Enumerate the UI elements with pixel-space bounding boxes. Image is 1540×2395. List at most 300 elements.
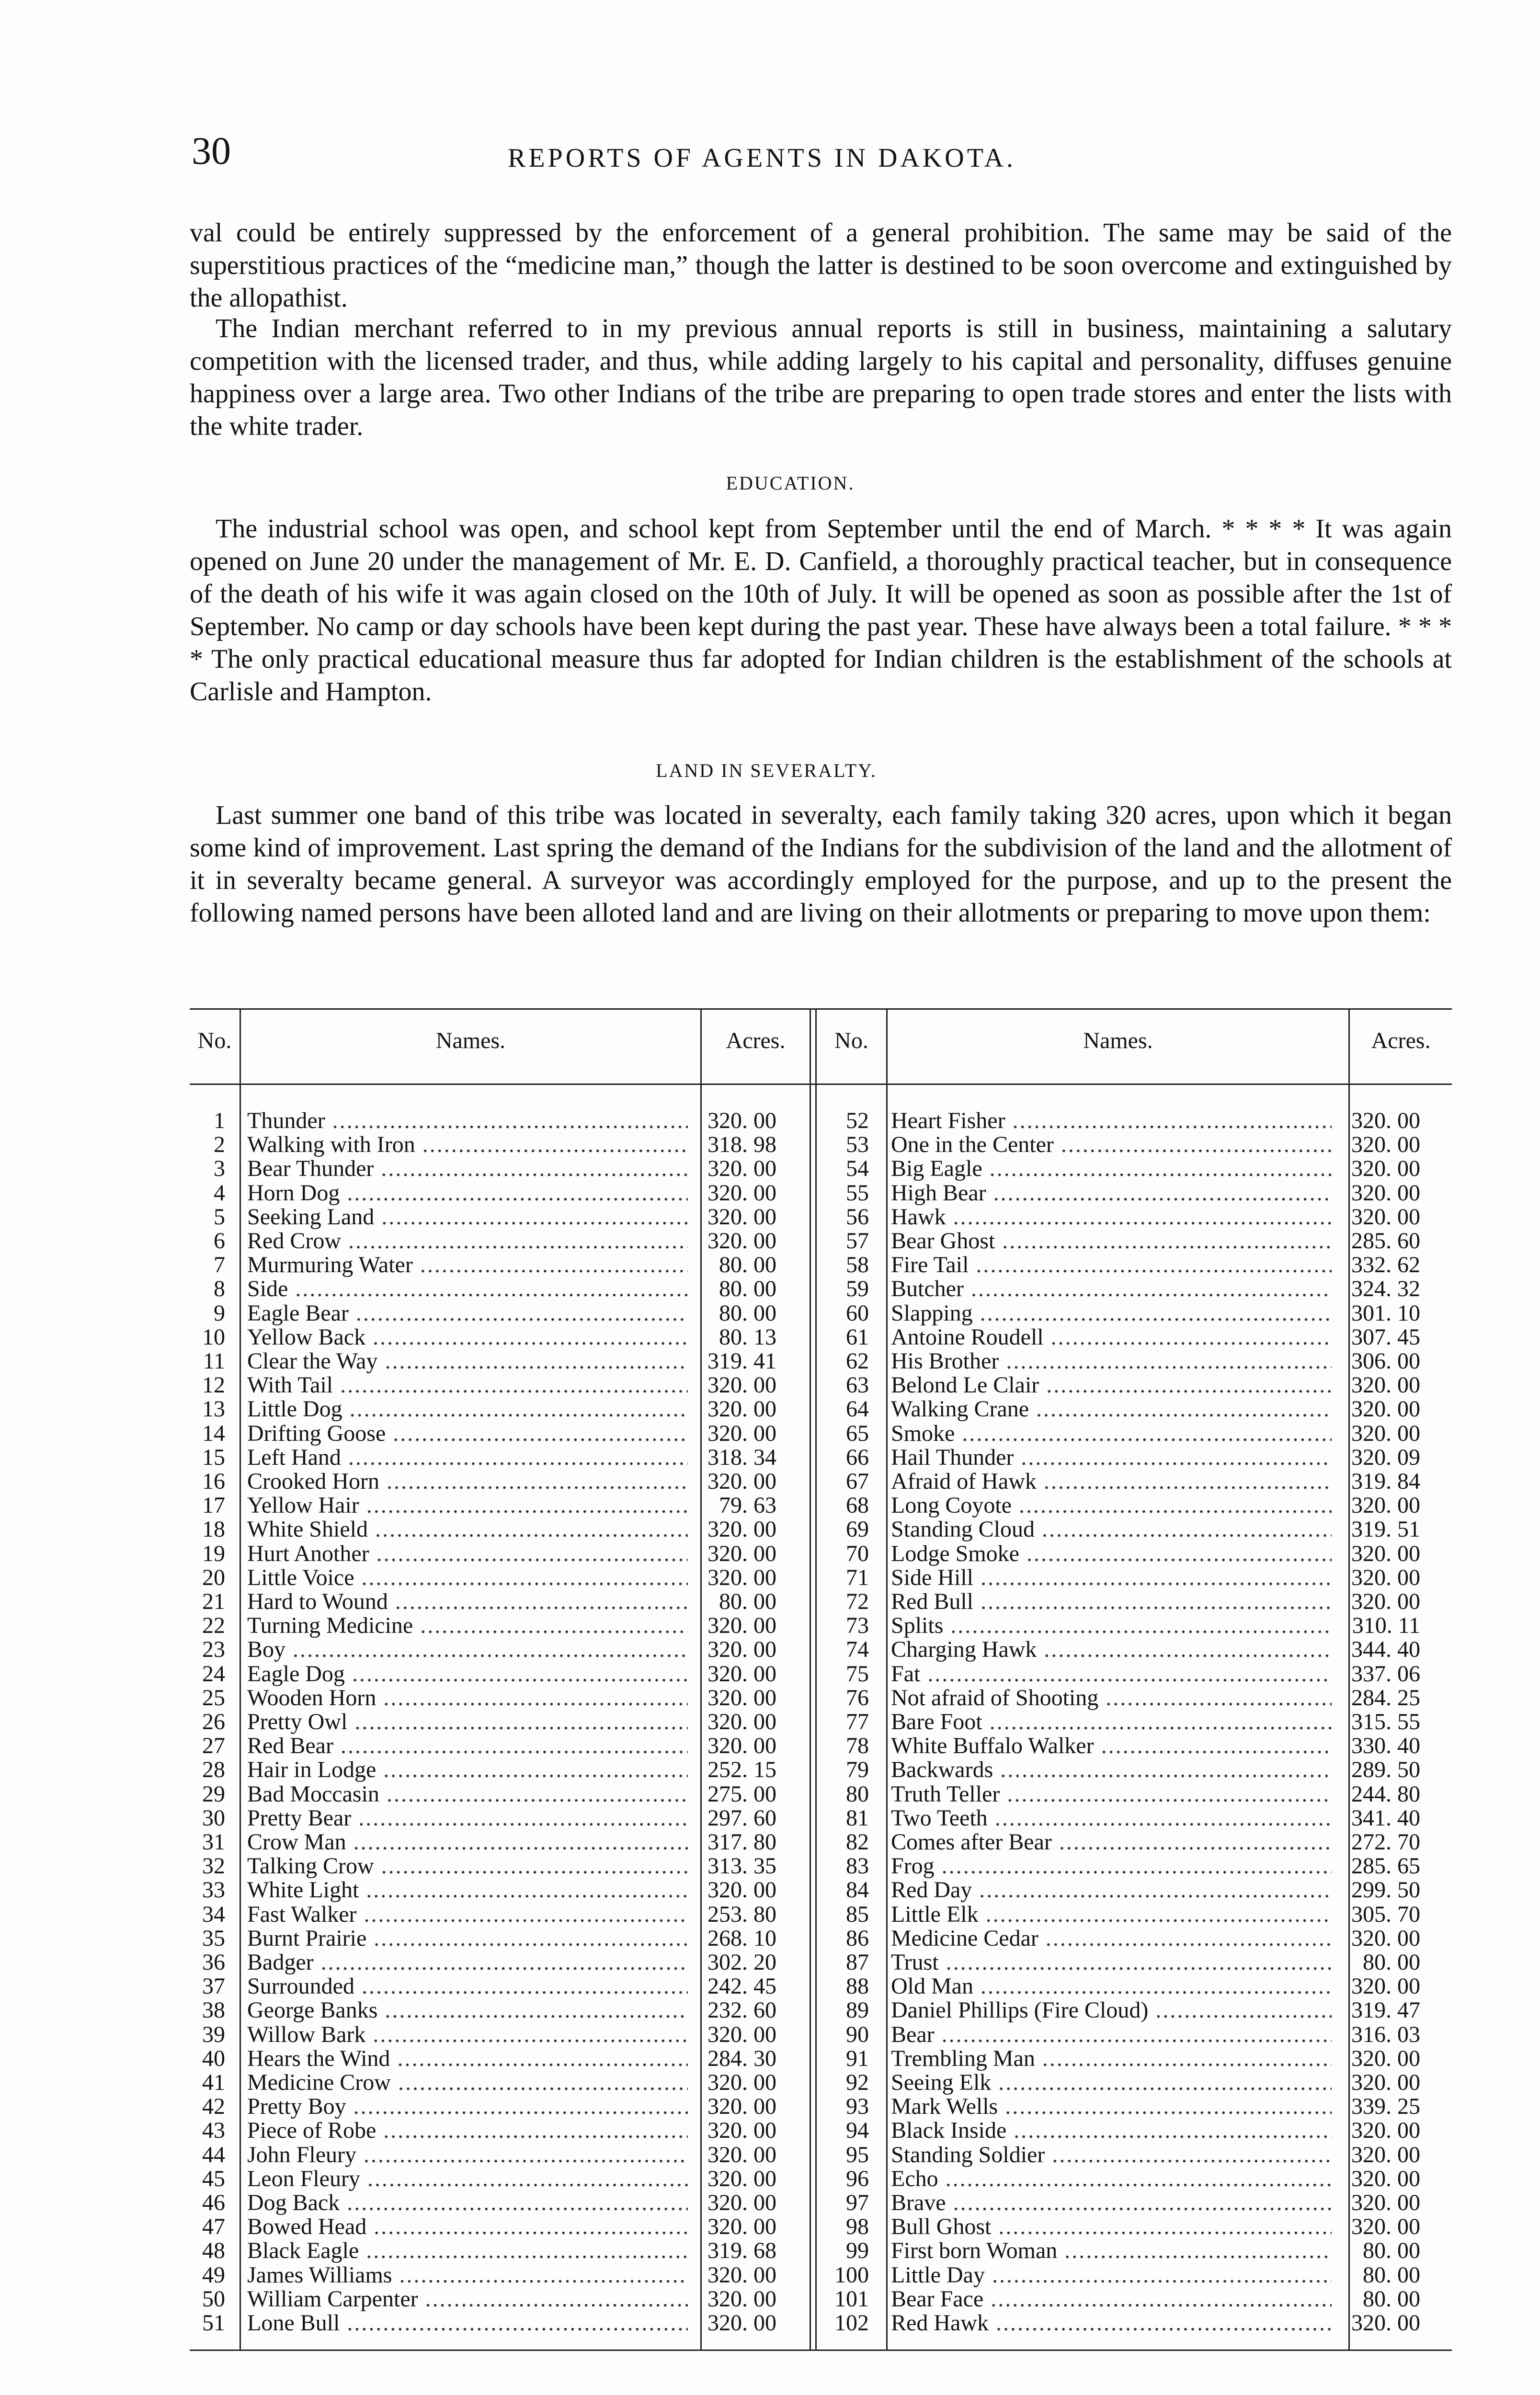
row-number: 47 (202, 2214, 225, 2240)
name-cell: Medicine Crow ..... (247, 2071, 688, 2095)
name-cell: Walking Crane ..... (891, 1397, 1332, 1421)
acres-cell: 344. 40 (1351, 1637, 1420, 1663)
table-row (190, 1686, 812, 1710)
name-cell: Little Elk ..... (891, 1903, 1332, 1927)
table-row (190, 2167, 812, 2191)
name-cell: Echo ..... (891, 2167, 1332, 2191)
acres-cell: 339. 25 (1351, 2094, 1420, 2120)
acres-cell: 320. 00 (707, 2262, 776, 2288)
name-cell: High Bear ..... (891, 1181, 1332, 1205)
row-number: 17 (202, 1493, 225, 1518)
acres-cell: 320. 00 (707, 1685, 776, 1711)
acres-cell: 320. 00 (1351, 1493, 1420, 1518)
acres-cell: 320. 00 (707, 2094, 776, 2120)
acres-cell: 320. 00 (707, 1396, 776, 1422)
name-cell: Talking Crow ..... (247, 1854, 688, 1878)
row-number: 69 (846, 1517, 869, 1542)
name-cell: Truth Teller ..... (891, 1782, 1332, 1806)
acres-cell: 320. 00 (1351, 1973, 1420, 1999)
acres-cell: 284. 25 (1351, 1685, 1420, 1711)
header-names-left: Names. (435, 1028, 506, 1053)
acres-cell: 320. 00 (707, 1733, 776, 1759)
acres-cell: 320. 00 (1351, 1180, 1420, 1206)
table-row (833, 2215, 1456, 2239)
table-row (833, 1998, 1456, 2022)
acres-cell: 320. 00 (707, 1613, 776, 1639)
name-cell: White Buffalo Walker ..... (891, 1734, 1332, 1758)
name-cell: Two Teeth ..... (891, 1806, 1332, 1830)
acres-cell: 320. 00 (1351, 2214, 1420, 2240)
row-number: 1 (214, 1108, 225, 1133)
table-row (833, 1517, 1456, 1541)
row-number: 61 (846, 1324, 869, 1350)
name-cell: First born Woman ..... (891, 2239, 1332, 2263)
paragraph-education (190, 513, 1452, 708)
name-cell: Fat ..... (891, 1662, 1332, 1686)
name-cell: Red Bear ..... (247, 1734, 688, 1758)
name-cell: Bowed Head ..... (247, 2215, 688, 2239)
row-number: 76 (846, 1685, 869, 1711)
name-cell: Boy ..... (247, 1638, 688, 1662)
name-cell: Hair in Lodge ..... (247, 1758, 688, 1782)
row-number: 43 (202, 2118, 225, 2144)
table-row (833, 2047, 1456, 2071)
name-cell: Crow Man ..... (247, 1830, 688, 1854)
row-number: 51 (202, 2310, 225, 2336)
table-row (833, 1734, 1456, 1758)
acres-cell: 320. 00 (707, 1180, 776, 1206)
row-number: 97 (846, 2190, 869, 2215)
name-cell: Slapping ..... (891, 1301, 1332, 1325)
row-number: 41 (202, 2070, 225, 2095)
row-number: 42 (202, 2094, 225, 2120)
table-row (190, 1349, 812, 1373)
name-cell: Red Crow ..... (247, 1229, 688, 1253)
table-row (190, 1542, 812, 1566)
acres-cell: 307. 45 (1351, 1324, 1420, 1350)
acres-cell: 297. 60 (707, 1805, 776, 1831)
acres-cell: 252. 15 (707, 1757, 776, 1783)
name-cell: Pretty Boy ..... (247, 2095, 688, 2119)
row-number: 55 (846, 1180, 869, 1206)
name-cell: Drifting Goose ..... (247, 1422, 688, 1446)
row-number: 15 (202, 1444, 225, 1470)
table-row (190, 1830, 812, 1854)
name-cell: White Shield ..... (247, 1517, 688, 1541)
row-number: 62 (846, 1348, 869, 1374)
name-cell: Bull Ghost ..... (891, 2215, 1332, 2239)
paragraph-land (190, 799, 1452, 929)
table-row (190, 2287, 812, 2311)
acres-cell: 319. 68 (707, 2238, 776, 2264)
table-row (190, 1517, 812, 1541)
name-cell: Crooked Horn ..... (247, 1470, 688, 1494)
table-row (190, 1782, 812, 1806)
acres-cell: 320. 00 (707, 2118, 776, 2144)
table-row (190, 2263, 812, 2287)
acres-cell: 320. 00 (1351, 1420, 1420, 1446)
table-row (190, 1277, 812, 1301)
row-number: 74 (846, 1637, 869, 1663)
row-number: 81 (846, 1805, 869, 1831)
table-row (190, 1878, 812, 1902)
name-cell: Charging Hawk ..... (891, 1638, 1332, 1662)
table-row (190, 1566, 812, 1590)
table-row (190, 1157, 812, 1181)
name-cell: Hears the Wind ..... (247, 2047, 688, 2071)
acres-cell: 320. 00 (707, 1877, 776, 1903)
acres-cell: 301. 10 (1351, 1300, 1420, 1326)
table-row (190, 2191, 812, 2215)
table-row (833, 1638, 1456, 1662)
row-number: 12 (202, 1372, 225, 1398)
acres-cell: 320. 00 (1351, 2070, 1420, 2095)
row-number: 38 (202, 1997, 225, 2023)
acres-cell: 316. 03 (1351, 2021, 1420, 2047)
row-number: 71 (846, 1564, 869, 1590)
table-rows-left (190, 1109, 812, 2345)
acres-cell: 80. 00 (719, 1589, 776, 1614)
table-row (190, 1470, 812, 1494)
table-row (833, 2239, 1456, 2263)
acres-cell: 80. 00 (1363, 1950, 1420, 1975)
name-cell: Bad Moccasin ..... (247, 1782, 688, 1806)
acres-cell: 320. 00 (707, 2214, 776, 2240)
name-cell: Piece of Robe ..... (247, 2119, 688, 2143)
row-number: 10 (202, 1324, 225, 1350)
row-number: 18 (202, 1517, 225, 1542)
row-number: 57 (846, 1228, 869, 1254)
table-row (833, 1927, 1456, 1950)
acres-cell: 80. 00 (1363, 2238, 1420, 2264)
header-names-right: Names. (1083, 1028, 1153, 1053)
table-row (190, 1325, 812, 1349)
table-top-rule (190, 1008, 1452, 1010)
name-cell: John Fleury ..... (247, 2143, 688, 2167)
row-number: 78 (846, 1733, 869, 1759)
table-row (190, 1614, 812, 1638)
table-row (833, 1470, 1456, 1494)
row-number: 90 (846, 2021, 869, 2047)
table-row (833, 1133, 1456, 1157)
acres-cell: 320. 00 (707, 1637, 776, 1663)
row-number: 99 (846, 2238, 869, 2264)
row-number: 59 (846, 1276, 869, 1302)
acres-cell: 315. 55 (1351, 1709, 1420, 1734)
name-cell: Mark Wells ..... (891, 2095, 1332, 2119)
table-row (190, 1710, 812, 1734)
name-cell: Thunder ..... (247, 1109, 688, 1133)
row-number: 22 (202, 1613, 225, 1639)
acres-cell: 320. 00 (707, 2021, 776, 2047)
row-number: 34 (202, 1901, 225, 1927)
table-row (833, 1806, 1456, 1830)
name-cell: Long Coyote ..... (891, 1494, 1332, 1517)
name-cell: Hard to Wound ..... (247, 1590, 688, 1614)
table-row (190, 2143, 812, 2167)
name-cell: Splits ..... (891, 1614, 1332, 1638)
row-number: 67 (846, 1469, 869, 1494)
row-number: 11 (203, 1348, 225, 1374)
header-no-left: No. (197, 1028, 232, 1053)
row-number: 60 (846, 1300, 869, 1326)
row-number: 29 (202, 1781, 225, 1807)
name-cell: Backwards ..... (891, 1758, 1332, 1782)
name-cell: Lone Bull ..... (247, 2311, 688, 2335)
table-row (833, 1974, 1456, 1998)
acres-cell: 79. 63 (719, 1493, 776, 1518)
row-number: 23 (202, 1637, 225, 1663)
acres-cell: 320. 00 (1351, 1396, 1420, 1422)
row-number: 86 (846, 1925, 869, 1951)
name-cell: Side ..... (247, 1277, 688, 1301)
row-number: 98 (846, 2214, 869, 2240)
name-cell: Left Hand ..... (247, 1446, 688, 1470)
row-number: 58 (846, 1252, 869, 1278)
row-number: 8 (214, 1276, 225, 1302)
land-heading: LAND IN SEVERALTY. (656, 760, 877, 781)
name-cell: Brave ..... (891, 2191, 1332, 2215)
row-number: 63 (846, 1372, 869, 1398)
row-number: 3 (214, 1156, 225, 1182)
acres-cell: 320. 00 (707, 1156, 776, 1182)
acres-cell: 320. 00 (707, 1420, 776, 1446)
row-number: 26 (202, 1709, 225, 1734)
table-row (190, 2023, 812, 2047)
acres-cell: 320. 00 (707, 1517, 776, 1542)
name-cell: Little Voice ..... (247, 1566, 688, 1590)
table-row (833, 1950, 1456, 1974)
row-number: 27 (202, 1733, 225, 1759)
table-row (833, 1397, 1456, 1421)
name-cell: Fire Tail ..... (891, 1253, 1332, 1277)
table-row (833, 2287, 1456, 2311)
name-cell: Hurt Another ..... (247, 1542, 688, 1566)
acres-cell: 317. 80 (707, 1829, 776, 1855)
table-row (833, 1205, 1456, 1229)
table-row (190, 2239, 812, 2263)
acres-cell: 80. 00 (1363, 2286, 1420, 2312)
table-row (190, 1854, 812, 1878)
row-number: 95 (846, 2142, 869, 2167)
table-row (190, 1397, 812, 1421)
acres-cell: 299. 50 (1351, 1877, 1420, 1903)
row-number: 20 (202, 1564, 225, 1590)
row-number: 56 (846, 1204, 869, 1230)
row-number: 66 (846, 1444, 869, 1470)
acres-cell: 268. 10 (707, 1925, 776, 1951)
name-cell: Trembling Man ..... (891, 2047, 1332, 2071)
name-cell: Yellow Back ..... (247, 1325, 688, 1349)
table-row (833, 1566, 1456, 1590)
table-row (833, 1157, 1456, 1181)
acres-cell: 320. 00 (707, 2070, 776, 2095)
row-number: 53 (846, 1132, 869, 1158)
table-row (833, 1710, 1456, 1734)
table-row (190, 1950, 812, 1974)
row-number: 79 (846, 1757, 869, 1783)
name-cell: Not afraid of Shooting ..... (891, 1686, 1332, 1710)
table-row (190, 1903, 812, 1927)
acres-cell: 319. 41 (707, 1348, 776, 1374)
acres-cell: 320. 00 (1351, 1132, 1420, 1158)
row-number: 6 (214, 1228, 225, 1254)
row-number: 93 (846, 2094, 869, 2120)
acres-cell: 253. 80 (707, 1901, 776, 1927)
row-number: 82 (846, 1829, 869, 1855)
acres-cell: 320. 00 (1351, 1156, 1420, 1182)
table-row (190, 2047, 812, 2071)
acres-cell: 302. 20 (707, 1950, 776, 1975)
table-row (833, 1614, 1456, 1638)
acres-cell: 319. 51 (1351, 1517, 1420, 1542)
row-number: 35 (202, 1925, 225, 1951)
row-number: 39 (202, 2021, 225, 2047)
acres-cell: 320. 00 (707, 1540, 776, 1566)
acres-cell: 330. 40 (1351, 1733, 1420, 1759)
acres-cell: 324. 32 (1351, 1276, 1420, 1302)
table-row (190, 1590, 812, 1614)
name-cell: Little Dog ..... (247, 1397, 688, 1421)
name-cell: Hail Thunder ..... (891, 1446, 1332, 1470)
table-row (833, 2263, 1456, 2287)
acres-cell: 80. 00 (719, 1300, 776, 1326)
name-cell: Frog ..... (891, 1854, 1332, 1878)
acres-cell: 320. 00 (1351, 2118, 1420, 2144)
acres-cell: 320. 00 (1351, 2166, 1420, 2191)
acres-cell: 320. 00 (1351, 1204, 1420, 1230)
table-row (190, 1253, 812, 1277)
table-row (833, 2167, 1456, 2191)
acres-cell: 275. 00 (707, 1781, 776, 1807)
table-row (833, 2095, 1456, 2119)
name-cell: Antoine Roudell ..... (891, 1325, 1332, 1349)
acres-cell: 320. 09 (1351, 1444, 1420, 1470)
name-cell: Old Man ..... (891, 1974, 1332, 1998)
acres-cell: 320. 00 (707, 1661, 776, 1687)
row-number: 80 (846, 1781, 869, 1807)
table-row (833, 1109, 1456, 1133)
acres-cell: 332. 62 (1351, 1252, 1420, 1278)
acres-cell: 285. 65 (1351, 1853, 1420, 1879)
page-number: 30 (192, 129, 231, 172)
name-cell: Red Hawk ..... (891, 2311, 1332, 2335)
acres-cell: 289. 50 (1351, 1757, 1420, 1783)
name-cell: Pretty Owl ..... (247, 1710, 688, 1734)
name-cell: James Williams ..... (247, 2263, 688, 2287)
row-number: 2 (214, 1132, 225, 1158)
acres-cell: 232. 60 (707, 1997, 776, 2023)
table-row (190, 1806, 812, 1830)
paragraph-text: The industrial school was open, and school kept from September until the end of March. * * * * It was again opened on June 20 under the management of Mr. E. D. Canfield, a thoroughly practical teacher, but in consequence of the death of his wife it was again closed on the 10th of July. It will be opened as soon as possible after the 1st of September. No camp or day schools have been kept during the past year. These have always been a total failure. * * * * The only practical educational measure thus far adopted for Indian children is the establishment of the schools at Carlisle and Hampton. (190, 514, 1452, 707)
name-cell: Bear Thunder ..... (247, 1157, 688, 1181)
acres-cell: 80. 00 (719, 1252, 776, 1278)
acres-cell: 320. 00 (1351, 1925, 1420, 1951)
table-row (833, 1662, 1456, 1686)
table-row (833, 2023, 1456, 2047)
row-number: 4 (214, 1180, 225, 1206)
name-cell: His Brother ..... (891, 1349, 1332, 1373)
row-number: 31 (202, 1829, 225, 1855)
row-number: 21 (202, 1589, 225, 1614)
paragraph-text: The Indian merchant referred to in my previous annual reports is still in business, maintaining a salutary competition with the licensed trader, and thus, while adding largely to his capital and personality, diffuses genuine happiness over a large area. Two other Indians of the tribe are preparing to open trade stores and enter the lists with the white trader. (190, 314, 1452, 441)
acres-cell: 320. 00 (707, 2142, 776, 2167)
table-row (833, 1542, 1456, 1566)
acres-cell: 320. 00 (707, 1469, 776, 1494)
acres-cell: 320. 00 (707, 2190, 776, 2215)
row-number: 75 (846, 1661, 869, 1687)
row-number: 54 (846, 1156, 869, 1182)
row-number: 77 (846, 1709, 869, 1734)
name-cell: Wooden Horn ..... (247, 1686, 688, 1710)
acres-cell: 244. 80 (1351, 1781, 1420, 1807)
table-row (190, 1758, 812, 1782)
name-cell: Badger ..... (247, 1950, 688, 1974)
table-row (833, 1253, 1456, 1277)
table-row (833, 1349, 1456, 1373)
row-number: 92 (846, 2070, 869, 2095)
header-acres-right: Acres. (1371, 1028, 1431, 1053)
paragraph-text: Last summer one band of this tribe was located in severalty, each family taking 320 acres, upon which it began some kind of improvement. Last spring the demand of the Indians for the subdivision of the land and the allotment of it in severalty became general. A surveyor was accordingly employed for the purpose, and up to the present the following named persons have been alloted land and are living on their allotments or preparing to move upon them: (190, 800, 1452, 928)
name-cell: Black Inside ..... (891, 2119, 1332, 2143)
acres-cell: 320. 00 (1351, 1108, 1420, 1133)
acres-cell: 80. 13 (719, 1324, 776, 1350)
row-number: 68 (846, 1493, 869, 1518)
name-cell: Bear Face ..... (891, 2287, 1332, 2311)
table-row (190, 1181, 812, 1205)
table-row (833, 1325, 1456, 1349)
table-row (833, 1446, 1456, 1470)
row-number: 65 (846, 1420, 869, 1446)
table-row (833, 1854, 1456, 1878)
name-cell: Dog Back ..... (247, 2191, 688, 2215)
name-cell: Afraid of Hawk ..... (891, 1470, 1332, 1494)
row-number: 30 (202, 1805, 225, 1831)
name-cell: Side Hill ..... (891, 1566, 1332, 1590)
table-rows-right (833, 1109, 1456, 2345)
row-number: 19 (202, 1540, 225, 1566)
name-cell: Little Day ..... (891, 2263, 1332, 2287)
table-row (190, 1446, 812, 1470)
name-cell: William Carpenter ..... (247, 2287, 688, 2311)
name-cell: Turning Medicine ..... (247, 1614, 688, 1638)
acres-cell: 285. 60 (1351, 1228, 1420, 1254)
acres-cell: 242. 45 (707, 1973, 776, 1999)
row-number: 24 (202, 1661, 225, 1687)
table-row (833, 1277, 1456, 1301)
paragraph-indian-merchant (190, 312, 1452, 443)
table-row (190, 1662, 812, 1686)
row-number: 32 (202, 1853, 225, 1879)
name-cell: Heart Fisher ..... (891, 1109, 1332, 1133)
table-row (833, 2143, 1456, 2167)
acres-cell: 310. 11 (1352, 1613, 1420, 1639)
acres-cell: 318. 34 (707, 1444, 776, 1470)
paragraph-continuation: val could be entirely suppressed by the enforcement of a general prohibition. The same may be said of the superstitious practices of the “medicine man,” though the latter is destined to be soon overcome and extinguished by the allopathist. (190, 218, 1452, 313)
row-number: 36 (202, 1950, 225, 1975)
row-number: 88 (846, 1973, 869, 1999)
name-cell: Bare Foot ..... (891, 1710, 1332, 1734)
row-number: 45 (202, 2166, 225, 2191)
row-number: 14 (202, 1420, 225, 1446)
row-number: 73 (846, 1613, 869, 1639)
table-row (833, 2119, 1456, 2143)
table-row (833, 1686, 1456, 1710)
row-number: 102 (834, 2310, 869, 2336)
table-row (190, 1373, 812, 1397)
acres-cell: 320. 00 (707, 1228, 776, 1254)
acres-cell: 320. 00 (1351, 1589, 1420, 1614)
